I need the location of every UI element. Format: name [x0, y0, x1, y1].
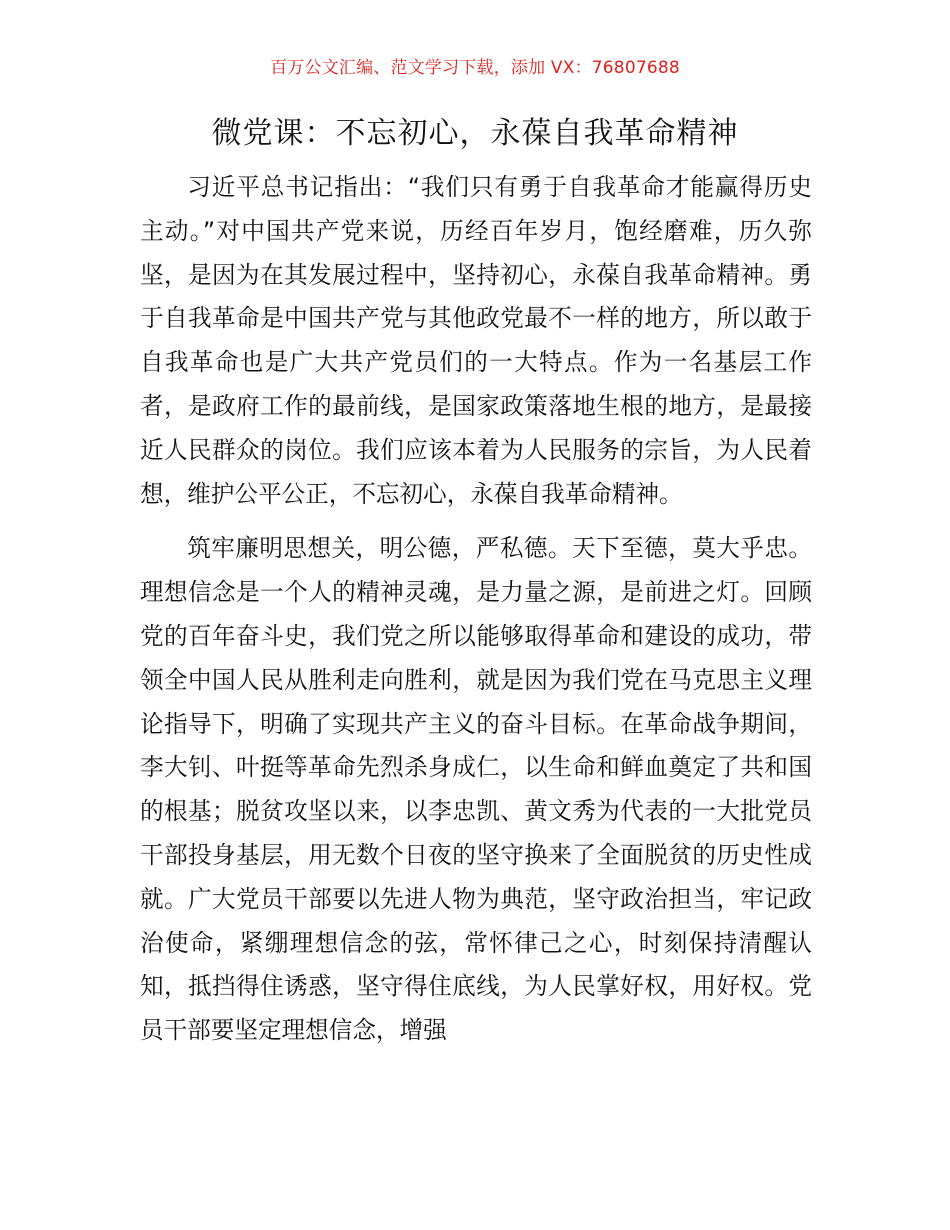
- header-banner: 百万公文汇编、范文学习下载，添加 VX：76807688: [270, 58, 680, 78]
- body-paragraph: 习近平总书记指出：“我们只有勇于自我革命才能赢得历史主动。”对中国共产党来说，历经百年岁月，饱经磨难，历久弥坚，是因为在其发展过程中，坚持初心，永葆自我革命精神。勇于自我革命是中国共产党与其他政党最不一样的地方，所以敢于自我革命也是广大共产党员们的一大特点。作为一名基层工作者，是政府工作的最前线，是国家政策落地生根的地方，是最接近人民群众的岗位。我们应该本着为人民服务的宗旨，为人民着想，维护公平公正，不忘初心，永葆自我革命精神。: [140, 173, 812, 508]
- document-title: 微党课：不忘初心，永葆自我革命精神: [211, 116, 739, 151]
- document-body: [140, 166, 812, 1053]
- body-paragraph: 筑牢廉明思想关，明公德，严私德。天下至德，莫大乎忠。理想信念是一个人的精神灵魂，是力量之源，是前进之灯。回顾党的百年奋斗史，我们党之所以能够取得革命和建设的成功，带领全中国人民从胜利走向胜利，就是因为我们党在马克思主义理论指导下，明确了实现共产主义的奋斗目标。在革命战争期间，李大钊、叶挺等革命先烈杀身成仁，以生命和鲜血奠定了共和国的根基；脱贫攻坚以来，以李忠凯、黄文秀为代表的一大批党员干部投身基层，用无数个日夜的坚守换来了全面脱贫的历史性成就。广大党员干部要以先进人物为典范，坚守政治担当，牢记政治使命，紧绷理想信念的弦，常怀律己之心，时刻保持清醒认知，抵挡得住诱惑，坚守得住底线，为人民掌好权，用好权。党员干部要坚定理想信念，增强: [140, 534, 812, 1045]
